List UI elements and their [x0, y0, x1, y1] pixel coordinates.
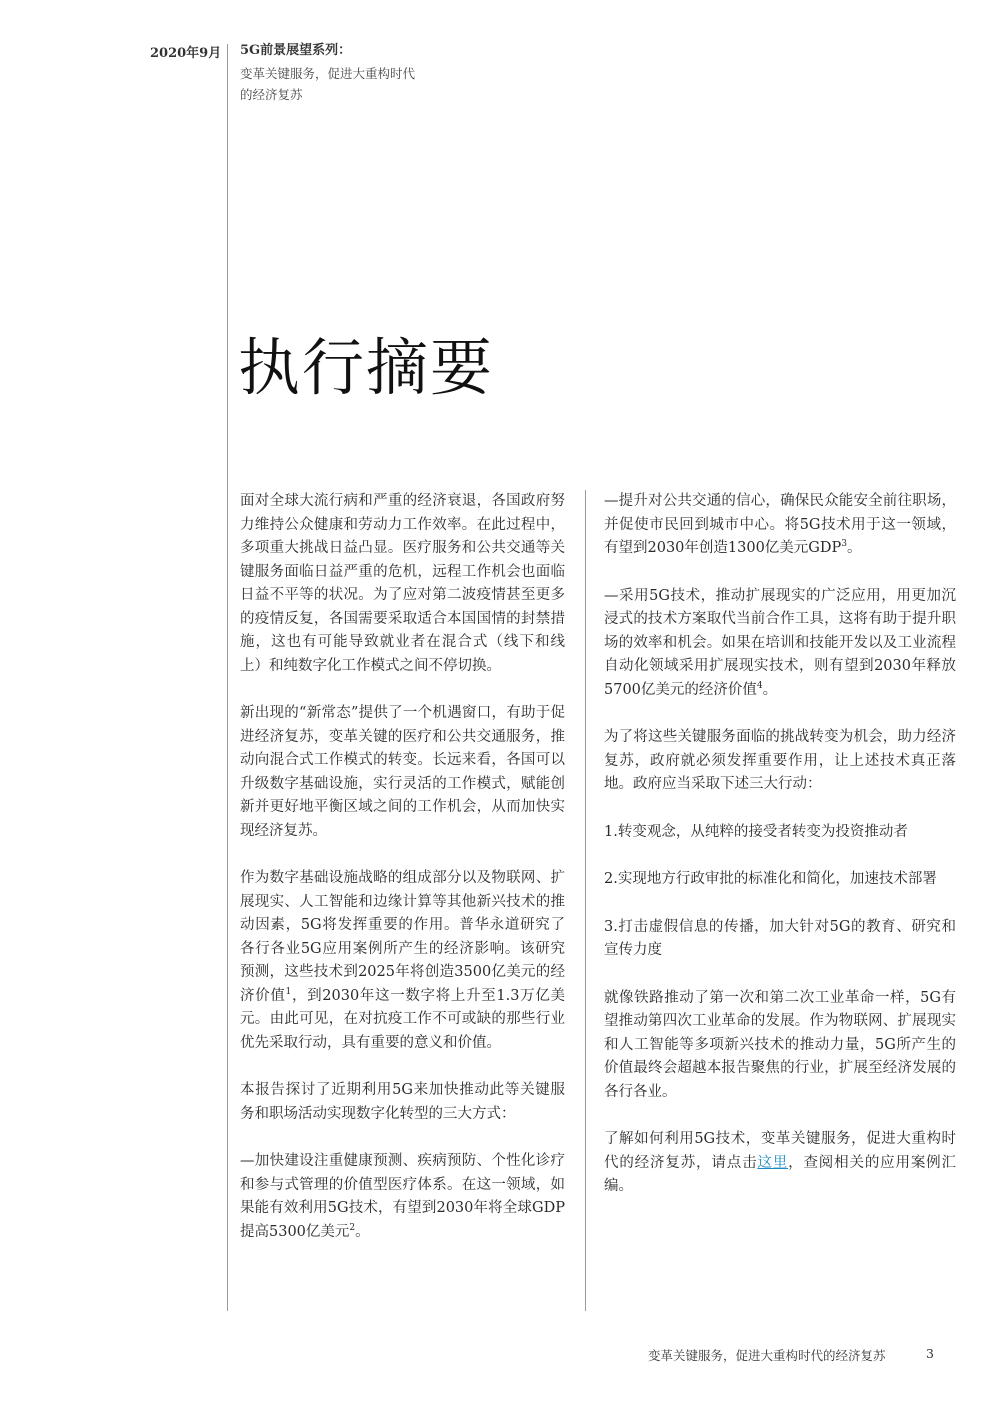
right-paragraph-1-part-a: —提升对公共交通的信心，确保民众能安全前往职场，并促使市民回到城市中心。将5G技术用于这一领域，有望到2030年创造1300亿美元GDP [604, 493, 956, 556]
right-paragraph-5-part-a: 了解如何利用5G技术，变革关键服务，促进大重构时代的经济复苏，请点击 [604, 1131, 956, 1171]
left-paragraph-5 [240, 1150, 565, 1244]
right-paragraph-1 [604, 490, 956, 561]
right-paragraph-2 [604, 585, 956, 703]
left-paragraph-3-part-b: ，到2030年这一数字将上升至1.3万亿美元。由此可见，在对抗疫工作不可或缺的那些行业优先采取行动，具有重要的意义和价值。 [240, 987, 566, 1051]
left-vertical-rule [227, 44, 228, 1311]
report-date: 2020年9月 [150, 46, 222, 61]
left-paragraph-3 [240, 867, 565, 1055]
series-subtitle: 变革关键服务，促进大重构时代的经济复苏 [240, 66, 416, 102]
right-paragraph-3: 为了将这些关键服务面临的挑战转变为机会，助力经济复苏，政府就必须发挥重要作用，让上述技术真正落地。政府应当采取下述三大行动： [604, 729, 956, 792]
left-paragraph-4: 本报告探讨了近期利用5G来加快推动此等关键服务和职场活动实现数字化转型的三大方式： [240, 1082, 565, 1122]
series-label: 5G前景展望系列： [240, 43, 352, 58]
page-number: 3 [926, 1346, 934, 1361]
right-paragraph-2-part-a: —采用5G技术，推动扩展现实的广泛应用，用更加沉浸式的技术方案取代当前合作工具，这将有助于提升职场的效率和机会。如果在培训和技能开发以及工业流程自动化领域采用扩展现实技术，则有望到2030年释放5700亿美元的经济价值 [604, 587, 956, 698]
right-paragraph-2-part-b: 。 [762, 681, 778, 698]
action-item-2: 2.实现地方行政审批的标准化和简化，加速技术部署 [604, 871, 937, 887]
right-column [604, 490, 956, 1223]
series-header [240, 42, 420, 105]
case-compilation-link[interactable]: 这里 [757, 1154, 789, 1171]
right-paragraph-5-part-b: ，查阅相关的应用案例汇编。 [604, 1154, 957, 1194]
left-column [240, 490, 565, 1268]
action-item-1: 1.转变观念，从纯粹的接受者转变为投资推动者 [604, 823, 908, 840]
left-paragraph-1: 面对全球大流行病和严重的经济衰退，各国政府努力维持公众健康和劳动力工作效率。在此过程中，多项重大挑战日益凸显。医疗服务和公共交通等关键服务面临日益严重的危机，远程工作机会也面临日益不平等的状况。为了应对第二波疫情甚至更多的疫情反复，各国需要采取适合本国国情的封禁措施，这也有可能导致就业者在混合式（线下和线上）和纯数字化工作模式之间不停切换。 [240, 493, 565, 674]
action-item-3: 3.打击虚假信息的传播，加大针对5G的教育、研究和宣传力度 [604, 918, 956, 958]
right-paragraph-5 [604, 1128, 956, 1199]
page-title: 执行摘要 [238, 331, 495, 404]
footnote-ref-1[interactable]: 1 [285, 986, 292, 997]
column-divider [585, 490, 586, 1311]
left-paragraph-3-part-a: 作为数字基础设施战略的组成部分以及物联网、扩展现实、人工智能和边缘计算等其他新兴技术的推动因素，5G将发挥重要的作用。普华永道研究了各行各业5G应用案例所产生的经济影响。该研究预测，这些技术到2025年将创造3500亿美元的经济价值 [240, 870, 565, 1004]
footnote-ref-3[interactable]: 3 [841, 539, 848, 550]
right-paragraph-1-part-b: 。 [847, 540, 862, 556]
right-paragraph-4: 就像铁路推动了第一次和第二次工业革命一样，5G有望推动第四次工业革命的发展。作为物联网、扩展现实和人工智能等多项新兴技术的推动力量，5G所产生的价值最终会超越本报告聚焦的行业，扩展至经济发展的各行各业。 [604, 989, 956, 1100]
footnote-ref-4[interactable]: 4 [756, 680, 763, 691]
left-paragraph-5-part-a: —加快建设注重健康预测、疾病预防、个性化诊疗和参与式管理的价值型医疗体系。在这一领域，如果能有效利用5G技术，有望到2030年将全球GDP提高5300亿美元 [240, 1153, 565, 1240]
footer-title: 变革关键服务，促进大重构时代的经济复苏 [648, 1348, 886, 1363]
left-paragraph-2: 新出现的“新常态”提供了一个机遇窗口，有助于促进经济复苏，变革关键的医疗和公共交通服务，推动向混合式工作模式的转变。长远来看，各国可以升级数字基础设施，实行灵活的工作模式，赋能创新并更好地平衡区域之间的工作机会，从而加快实现经济复苏。 [240, 705, 565, 839]
left-paragraph-5-part-b: 。 [355, 1223, 370, 1240]
footnote-ref-2[interactable]: 2 [349, 1222, 356, 1233]
